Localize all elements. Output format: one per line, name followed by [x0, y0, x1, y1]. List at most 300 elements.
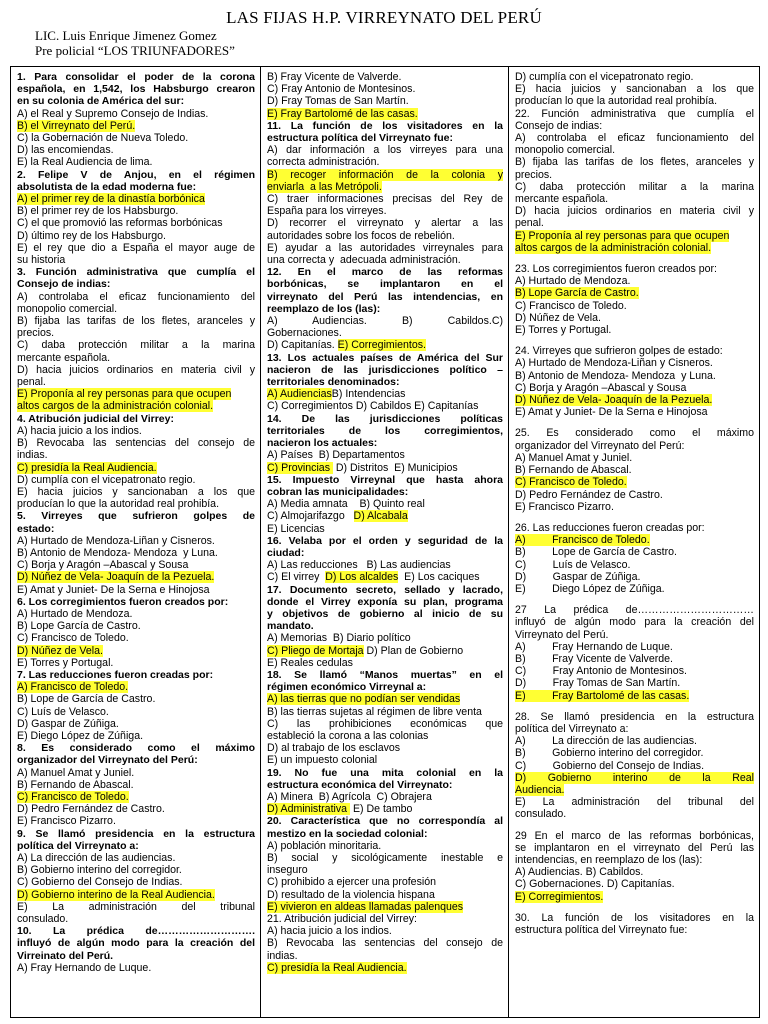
- line-text: E) hacia juicios y sancionaban a los que: [17, 485, 255, 498]
- line-text: 9. Se llamó presidencia en la estructura: [17, 827, 255, 840]
- line-text: 28. Se llamó presidencia en la estructura: [515, 710, 754, 723]
- answer-line: [515, 275, 754, 287]
- line-text: C) Fray Antonio de Montesinos.: [267, 83, 416, 96]
- line-text: E) el rey que dio a España el mayor auge de: [17, 241, 255, 254]
- answer-line: [515, 772, 754, 784]
- answer-line: [267, 693, 503, 705]
- line-text: C) Borja y Aragón –Abascal y Sousa: [17, 559, 189, 572]
- answer-line: [17, 889, 255, 901]
- answer-line: [515, 760, 754, 772]
- highlighted-text: D) Núñez de Vela- Joaquín de la Pezuela.: [515, 394, 713, 407]
- line-text: indias.: [17, 449, 48, 462]
- line-text: territoriales de los corregimientos,: [267, 424, 503, 437]
- highlighted-text: E) Corregimientos.: [337, 339, 426, 352]
- line-text: 30. La función de los visitadores en la: [515, 911, 754, 924]
- highlighted-text: E) Proponía al rey personas para que ocupen: [515, 229, 730, 242]
- line-text: estructura económica del Virreynato:: [267, 778, 453, 791]
- answer-line: [267, 388, 503, 400]
- line-text: E) La administración del tribunal: [17, 900, 255, 913]
- line-text: B) Fernando de Abascal.: [17, 778, 134, 791]
- line-text: A) Manuel Amat y Juniel.: [515, 451, 633, 464]
- spacer: [515, 418, 754, 427]
- answer-line: [515, 629, 754, 641]
- line-text: C) la Gobernación de Nueva Toledo.: [17, 132, 189, 145]
- answer-line: [515, 205, 754, 217]
- answer-line: [267, 937, 503, 949]
- line-text: E) Torres y Portugal.: [17, 656, 114, 669]
- answer-line: [17, 144, 255, 156]
- answer-line: [17, 706, 255, 718]
- document-title: LAS FIJAS H.P. VIRREYNATO DEL PERÚ: [226, 8, 542, 27]
- answer-line: [17, 108, 255, 120]
- answer-line: [267, 95, 503, 107]
- line-text: 5. Virreyes que sufrieron golpes de: [17, 510, 255, 523]
- answer-line: [17, 584, 255, 596]
- question-line: [267, 584, 503, 596]
- answer-line: [17, 571, 255, 583]
- answer-line: [515, 747, 754, 759]
- answer-line: [17, 364, 255, 376]
- answer-line: [17, 400, 255, 412]
- answer-line: [17, 693, 255, 705]
- highlighted-text: A) el primer rey de la dinastía borbónica: [17, 193, 205, 206]
- line-text: E) De tambo: [350, 803, 413, 816]
- answer-line: [267, 217, 503, 229]
- answer-line: [515, 156, 754, 168]
- line-text: E) Los caciques: [398, 571, 480, 584]
- answer-line: [17, 437, 255, 449]
- line-text: C) Almojarifazgo: [267, 510, 354, 523]
- highlighted-text: A) Francisco de Toledo.: [515, 534, 650, 547]
- line-text: C) Gobierno del Consejo de Indias.: [17, 876, 183, 889]
- highlighted-text: C) presidía la Real Audiencia.: [17, 461, 157, 474]
- question-line: [267, 620, 503, 632]
- line-text: virreynato del Perú las intendencias, en: [267, 290, 503, 303]
- line-text: E) La administración del tribunal del: [515, 796, 754, 809]
- answer-line: [17, 547, 255, 559]
- line-text: B) Fray Vicente de Valverde.: [267, 71, 402, 83]
- line-text: D) Gaspar de Zúñiga.: [515, 570, 641, 583]
- line-text: Virreynato del Perú.: [515, 628, 609, 641]
- answer-line: [17, 779, 255, 791]
- line-text: C) el que promovió las reformas borbónicas: [17, 217, 223, 230]
- answer-line: [515, 665, 754, 677]
- answer-line: [17, 449, 255, 461]
- question-line: [267, 303, 503, 315]
- line-text: A) Manuel Amat y Juniel.: [17, 766, 135, 779]
- answer-line: [515, 452, 754, 464]
- line-text: D) Distritos E) Municipios: [332, 461, 458, 474]
- answer-line: [267, 144, 503, 156]
- line-text: D) hacia juicios ordinarios en materia civil y: [17, 363, 255, 376]
- highlighted-text: Audiencia.: [515, 783, 565, 796]
- line-text: monopolio comercial.: [17, 302, 118, 315]
- answer-line: [267, 571, 503, 583]
- answer-line: [17, 681, 255, 693]
- line-text: Consejo de indias:: [515, 119, 603, 132]
- line-text: Gobernaciones.: [267, 327, 342, 340]
- line-text: A) Memorias B) Diario político: [267, 632, 411, 645]
- highlighted-text: D) Alcabala: [353, 510, 408, 523]
- highlighted-text: A) Francisco de Toledo.: [17, 681, 129, 694]
- answer-line: [515, 345, 754, 357]
- line-text: 10. La prédica de……………………….: [17, 925, 255, 938]
- line-text: 26. Las reducciones fueron creadas por:: [515, 521, 705, 534]
- question-line: [267, 376, 503, 388]
- answer-line: [17, 852, 255, 864]
- line-text: E) Francisco Pizarro.: [515, 500, 614, 513]
- answer-line: [17, 498, 255, 510]
- question-line: [267, 278, 503, 290]
- answer-line: [17, 303, 255, 315]
- answer-line: [515, 263, 754, 275]
- line-text: estructura política del Virreynato fue:: [515, 924, 688, 936]
- line-text: C) Fray Antonio de Montesinos.: [515, 665, 687, 678]
- spacer: [515, 821, 754, 830]
- line-text: E) Diego López de Zúñiga.: [515, 582, 665, 595]
- answer-line: [515, 866, 754, 878]
- line-text: nacieron los actuales:: [267, 437, 378, 450]
- line-text: A) controlaba el eficaz funcionamiento del: [17, 290, 255, 303]
- answer-line: [515, 370, 754, 382]
- line-text: D) al trabajo de los esclavos: [267, 742, 401, 755]
- highlighted-text: E) Proponía al rey personas para que ocupen: [17, 388, 232, 401]
- line-text: producían lo que la autoridad real prohibía.: [515, 95, 718, 108]
- answer-line: [267, 925, 503, 937]
- line-text: absolutista de la edad moderna fue:: [17, 180, 197, 193]
- answer-line: [267, 156, 503, 168]
- line-text: borbónicas, se implantaron en el: [267, 278, 503, 291]
- answer-line: [267, 864, 503, 876]
- line-text: D) resultado de la violencia hispana: [267, 888, 435, 901]
- question-line: [267, 413, 503, 425]
- answer-line: [267, 901, 503, 913]
- question-line: [267, 767, 503, 779]
- answer-line: [267, 803, 503, 815]
- column-2: [261, 67, 509, 1017]
- line-text: D) las encomiendas.: [17, 144, 114, 157]
- question-line: [17, 925, 255, 937]
- answer-line: [515, 427, 754, 439]
- line-text: C) Francisco de Toledo.: [515, 299, 627, 312]
- line-text: E) Francisco Pizarro.: [17, 815, 116, 828]
- answer-line: [515, 312, 754, 324]
- answer-line: [515, 546, 754, 558]
- line-text: cobran las municipalidades:: [267, 485, 409, 498]
- highlighted-text: C) Francisco de Toledo.: [515, 476, 627, 489]
- line-text: D) Pedro Fernández de Castro.: [515, 488, 663, 501]
- answer-line: [17, 376, 255, 388]
- line-text: una correcta y adecuada administración.: [267, 254, 461, 267]
- highlighted-text: B) Lope García de Castro.: [515, 287, 639, 300]
- column-1: [11, 67, 261, 1017]
- answer-line: [17, 657, 255, 669]
- line-text: C) daba protección militar a la marina: [515, 180, 754, 193]
- answer-line: [515, 808, 754, 820]
- line-text: B) Antonio de Mendoza- Mendoza y Luna.: [515, 369, 716, 382]
- line-text: consulado.: [17, 913, 69, 926]
- line-text: C) las prohibiciones económicas que: [267, 717, 503, 730]
- answer-line: [515, 583, 754, 595]
- answer-line: [17, 730, 255, 742]
- answer-line: [515, 132, 754, 144]
- answer-line: [267, 254, 503, 266]
- answer-line: [267, 169, 503, 181]
- spacer: [515, 702, 754, 711]
- answer-line: [267, 230, 503, 242]
- line-text: mercante española.: [515, 193, 609, 206]
- answer-line: [17, 254, 255, 266]
- spacer: [515, 595, 754, 604]
- highlighted-text: D) Núñez de Vela- Joaquín de la Pezuela.: [17, 571, 215, 584]
- answer-line: [17, 486, 255, 498]
- line-text: D) Plan de Gobierno: [363, 644, 464, 657]
- line-text: E) Reales cedulas: [267, 656, 353, 669]
- question-line: [267, 474, 503, 486]
- line-text: B) Gobierno interino del corregidor.: [515, 747, 704, 760]
- answer-line: [267, 657, 503, 669]
- line-text: autoridades sobre los focos de rebelión.: [267, 229, 455, 242]
- answer-line: [515, 677, 754, 689]
- line-text: 1. Para consolidar el poder de la corona: [17, 71, 255, 83]
- line-text: A) La dirección de las audiencias.: [515, 735, 697, 748]
- answer-line: [515, 784, 754, 796]
- line-text: B) el primer rey de los Habsburgo.: [17, 205, 179, 218]
- answer-line: [515, 830, 754, 842]
- question-line: [267, 266, 503, 278]
- line-text: su historia: [17, 254, 66, 267]
- answer-line: [267, 889, 503, 901]
- answer-line: [267, 193, 503, 205]
- highlighted-text: C) presidía la Real Audiencia.: [267, 961, 407, 974]
- line-text: donde el Virrey exponía su plan, programa: [267, 595, 503, 608]
- line-text: C) El virrey: [267, 571, 326, 584]
- answer-line: [267, 498, 503, 510]
- question-line: [17, 95, 255, 107]
- answer-line: [515, 406, 754, 418]
- answer-line: [17, 767, 255, 779]
- question-line: [17, 510, 255, 522]
- line-text: D) último rey de los Habsburgo.: [17, 229, 166, 242]
- line-text: producían lo que la autoridad real prohibía.: [17, 498, 220, 511]
- line-text: 15. Impuesto Virreynal que hasta ahora: [267, 473, 503, 486]
- answer-line: [267, 315, 503, 327]
- line-text: 20. Característica que no correspondía al: [267, 815, 503, 828]
- line-text: A) Media amnata B) Quinto real: [267, 498, 425, 511]
- line-text: A) hacia juicio a los indios.: [267, 925, 392, 938]
- line-text: E) hacia juicios y sancionaban a los que: [515, 83, 754, 96]
- answer-line: [515, 604, 754, 616]
- highlighted-text: E) Corregimientos.: [515, 890, 604, 903]
- highlighted-text: E) Fray Bartolomé de las casas.: [267, 107, 418, 120]
- answer-line: [515, 891, 754, 903]
- answer-line: [515, 854, 754, 866]
- question-line: [17, 950, 255, 962]
- line-text: E) ayudar a las autoridades virreynales para: [267, 241, 503, 254]
- line-text: C) Corregimientos D) Cabildos E) Capitanías: [267, 400, 479, 413]
- line-text: D) cumplía con el vicepatronato regio.: [17, 473, 196, 486]
- question-line: [267, 291, 503, 303]
- line-text: A) población minoritaria.: [267, 839, 382, 852]
- answer-line: [267, 632, 503, 644]
- answer-line: [267, 205, 503, 217]
- question-line: [17, 754, 255, 766]
- line-text: C) prohibido a ejercer una profesión: [267, 876, 437, 889]
- question-columns: [10, 66, 760, 1018]
- line-text: D) Fray Tomas de San Martín.: [515, 677, 681, 690]
- answer-line: [17, 230, 255, 242]
- line-text: mestizo en la sociedad colonial:: [267, 827, 428, 840]
- document-header: [0, 0, 768, 66]
- answer-line: [515, 193, 754, 205]
- line-text: nacieron de las jurisdicciones político –: [267, 363, 503, 376]
- spacer: [515, 903, 754, 912]
- answer-line: [515, 394, 754, 406]
- institution-line: Pre policial “LOS TRIUNFADORES”: [35, 43, 235, 58]
- question-line: [17, 266, 255, 278]
- highlighted-text: D) Gobierno interino de la Real: [515, 771, 754, 784]
- question-line: [17, 83, 255, 95]
- line-text: indias.: [267, 949, 298, 962]
- answer-line: [17, 474, 255, 486]
- line-text: penal.: [17, 376, 46, 389]
- line-text: 27 La prédica de……………………………: [515, 604, 754, 617]
- answer-line: [515, 217, 754, 229]
- answer-line: [515, 653, 754, 665]
- answer-line: [17, 242, 255, 254]
- answer-line: [515, 464, 754, 476]
- line-text: y objetivos de gobierno al inicio de su: [267, 607, 503, 620]
- line-text: 12. En el marco de las reformas: [267, 266, 503, 279]
- line-text: B) fijaba las tarifas de los fletes, aranceles y: [17, 315, 255, 328]
- question-line: [267, 681, 503, 693]
- line-text: 25. Es considerado como el máximo: [515, 427, 754, 440]
- spacer: [515, 513, 754, 522]
- line-text: A) hacia juicio a los indios.: [17, 424, 142, 437]
- answer-line: [515, 83, 754, 95]
- answer-line: [17, 193, 255, 205]
- line-text: A) Fray Hernando de Luque.: [515, 640, 673, 653]
- line-text: ciudad:: [267, 546, 305, 559]
- highlighted-text: B) el Virreynato del Perú.: [17, 119, 136, 132]
- line-text: A) Países B) Departamentos: [267, 449, 405, 462]
- answer-line: [267, 400, 503, 412]
- answer-line: [515, 382, 754, 394]
- answer-line: [17, 388, 255, 400]
- answer-line: [515, 242, 754, 254]
- line-text: E) la Real Audiencia de lima.: [17, 156, 153, 169]
- question-line: [267, 669, 503, 681]
- answer-line: [515, 878, 754, 890]
- line-text: C) Luís de Velasco.: [17, 705, 109, 718]
- line-text: A) Hurtado de Mendoza-Liñan y Cisneros.: [17, 534, 215, 547]
- line-text: B) Intendencias: [331, 388, 406, 401]
- question-line: [267, 547, 503, 559]
- line-text: 23. Los corregimientos fueron creados por:: [515, 263, 717, 276]
- answer-line: [17, 120, 255, 132]
- line-text: C) Borja y Aragón –Abascal y Sousa: [515, 381, 687, 394]
- line-text: precios.: [17, 327, 55, 340]
- question-line: [17, 71, 255, 83]
- line-text: A) Hurtado de Mendoza-Liñan y Cisneros.: [515, 357, 713, 370]
- answer-line: [17, 559, 255, 571]
- answer-line: [515, 476, 754, 488]
- line-text: 19. No fue una mita colonial en la: [267, 766, 503, 779]
- answer-line: [515, 95, 754, 107]
- answer-line: [267, 730, 503, 742]
- line-text: 2. Felipe V de Anjou, en el régimen: [17, 168, 255, 181]
- line-text: A) controlaba el eficaz funcionamiento del: [515, 132, 754, 145]
- answer-line: [515, 108, 754, 120]
- line-text: D) hacia juicios ordinarios en materia civil y: [515, 205, 754, 218]
- answer-line: [267, 754, 503, 766]
- column-3: [509, 67, 759, 1017]
- answer-line: [267, 523, 503, 535]
- question-line: [267, 828, 503, 840]
- highlighted-text: E) vivieron en aldeas llamadas palenques: [267, 900, 464, 913]
- line-text: B) las tierras sujetas al régimen de libre venta: [267, 705, 482, 718]
- answer-line: [267, 950, 503, 962]
- line-text: se implantaron en el virreynato del Perú las: [515, 841, 754, 854]
- line-text: B) fijaba las tarifas de los fletes, aranceles y: [515, 156, 754, 169]
- line-text: régimen económico Virreynal a:: [267, 681, 427, 694]
- question-line: [267, 486, 503, 498]
- answer-line: [515, 711, 754, 723]
- line-text: mandato.: [267, 620, 314, 633]
- answer-line: [515, 571, 754, 583]
- line-text: E) Torres y Portugal.: [515, 324, 612, 337]
- answer-line: [515, 534, 754, 546]
- line-text: E) Amat y Juniet- De la Serna e Hinojosa: [17, 583, 210, 596]
- line-text: organizador del Virreynato del Perú:: [515, 439, 685, 452]
- answer-line: [515, 641, 754, 653]
- highlighted-text: enviarla a las Metrópoli.: [267, 180, 382, 193]
- question-line: [267, 352, 503, 364]
- answer-line: [515, 842, 754, 854]
- answer-line: [267, 242, 503, 254]
- answer-line: [515, 144, 754, 156]
- answer-line: [267, 962, 503, 974]
- answer-line: [267, 645, 503, 657]
- line-text: organizador del Virreynato del Perú:: [17, 754, 198, 767]
- line-text: A) Hurtado de Mendoza.: [17, 607, 133, 620]
- line-text: 7. Las reducciones fueron creadas por:: [17, 668, 214, 681]
- line-text: política del Virreynato a:: [17, 839, 139, 852]
- line-text: B) Lope de García de Castro.: [17, 693, 156, 706]
- answer-line: [515, 489, 754, 501]
- line-text: E) Licencias: [267, 522, 325, 535]
- line-text: A) Audiencias. B) Cabildos.: [515, 866, 644, 879]
- answer-line: [17, 791, 255, 803]
- answer-line: [267, 852, 503, 864]
- spacer: [515, 254, 754, 263]
- answer-line: [267, 510, 503, 522]
- question-line: [267, 779, 503, 791]
- line-text: española, en 1,542, los Habsburgo crearon: [17, 83, 255, 96]
- answer-line: [515, 120, 754, 132]
- line-text: B) Lope García de Castro.: [17, 620, 141, 633]
- line-text: correcta administración.: [267, 156, 380, 169]
- line-text: E) Amat y Juniet- De la Serna e Hinojosa: [515, 406, 708, 419]
- answer-line: [515, 796, 754, 808]
- line-text: B) Antonio de Mendoza- Mendoza y Luna.: [17, 546, 218, 559]
- line-text: D) Pedro Fernández de Castro.: [17, 803, 165, 816]
- answer-line: [267, 840, 503, 852]
- line-text: influyó de algún modo para la creación del: [17, 937, 255, 950]
- line-text: 29 En el marco de las reformas borbónicas,: [515, 829, 754, 842]
- answer-line: [515, 287, 754, 299]
- answer-line: [17, 608, 255, 620]
